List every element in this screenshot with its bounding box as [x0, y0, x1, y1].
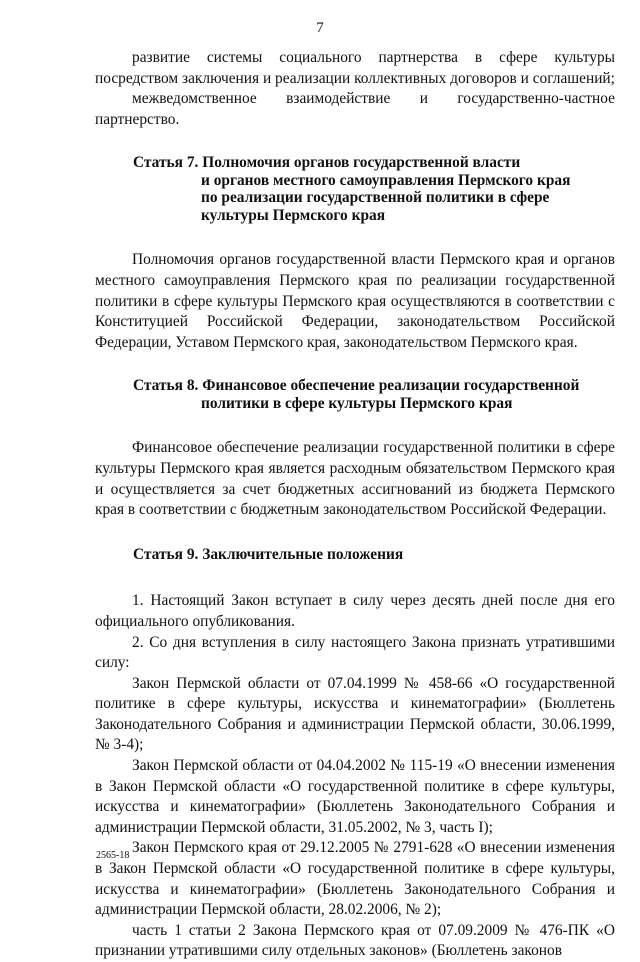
article-9-paragraph-1: 1. Настоящий Закон вступает в силу через десять дней после дня его официального опубликования. [95, 592, 615, 630]
article-9-paragraph-4: Закон Пермской области от 04.04.2002 № 115-19 «О внесении изменения в Закон Пермской области «О государственной политике в сфере культуры, искусства и кинематографии» (Бюллетень Законодательного Собрания и администрации Пермской области, 31.05.2002, № 3, часть I); [95, 757, 615, 836]
page-number: 7 [316, 20, 324, 36]
article-9-paragraph-5: Закон Пермского края от 29.12.2005 № 2791-628 «О внесении изменения в Закон Пермской области «О государственной политике в сфере культуры, искусства и кинематографии» (Бюллетень Законодательного Собрания и администрации Пермской области, 28.02.2006, № 2); [95, 839, 615, 919]
continuation-paragraph-1: развитие системы социального партнерства в сфере культуры посредством заключения и реализации коллективных договоров и соглашений; [95, 49, 615, 87]
article-8-text: Финансовое обеспечение реализации государственной политики в сфере культуры Пермского края является расходным обязательством Пермского края и осуществляется за счет бюджетных ассигнований из бюджета Пермского края в соответствии с бюджетным законодательством Российской Федерации. [95, 439, 615, 519]
article-9-heading: Статья 9. Заключительные положения [133, 545, 404, 563]
article-7-heading-line-4: культуры Пермского края [201, 206, 386, 224]
article-7-heading-line-2: и органов местного самоуправления Пермского края [201, 171, 571, 189]
document-body [95, 48, 615, 962]
article-7-heading-line-1: Статья 7. Полномочия органов государственной власти [133, 154, 521, 172]
article-7-text: Полномочия органов государственной власти Пермского края и органов местного самоуправления Пермского края по реализации государственной политики в сфере культуры Пермского края осуществляются в соответствии с Конституцией Российской Федерации, законодательством Российской Федерации, Уставом Пермского края, законодательством Пермского края. [95, 251, 615, 351]
article-9-paragraph-2: 2. Со дня вступления в силу настоящего Закона признать утратившими силу: [95, 633, 615, 672]
article-7-heading-line-3: по реализации государственной политики в сфере [201, 189, 550, 207]
article-8-heading [95, 377, 615, 412]
article-9-paragraph-3: Закон Пермской области от 07.04.1999 № 458-66 «О государственной политике в сфере культуры, искусства и кинематографии» (Бюллетень Законодательного Собрания и администрации Пермской области, 30.06.1999, № 3-4); [95, 674, 615, 754]
continuation-paragraph-2: межведомственное взаимодействие и государственно-частное партнерство. [95, 90, 615, 128]
article-7-heading [95, 154, 615, 224]
article-8-heading-line-2: политики в сфере культуры Пермского края [201, 394, 513, 412]
footer-code: 2565-18 [96, 850, 130, 861]
article-9-paragraph-6: часть 1 статьи 2 Закона Пермского края от 07.09.2009 № 476-ПК «О признании утратившими силу отдельных законов» (Бюллетень законов [95, 921, 615, 960]
article-8-heading-line-1: Статья 8. Финансовое обеспечение реализации государственной [133, 377, 580, 395]
